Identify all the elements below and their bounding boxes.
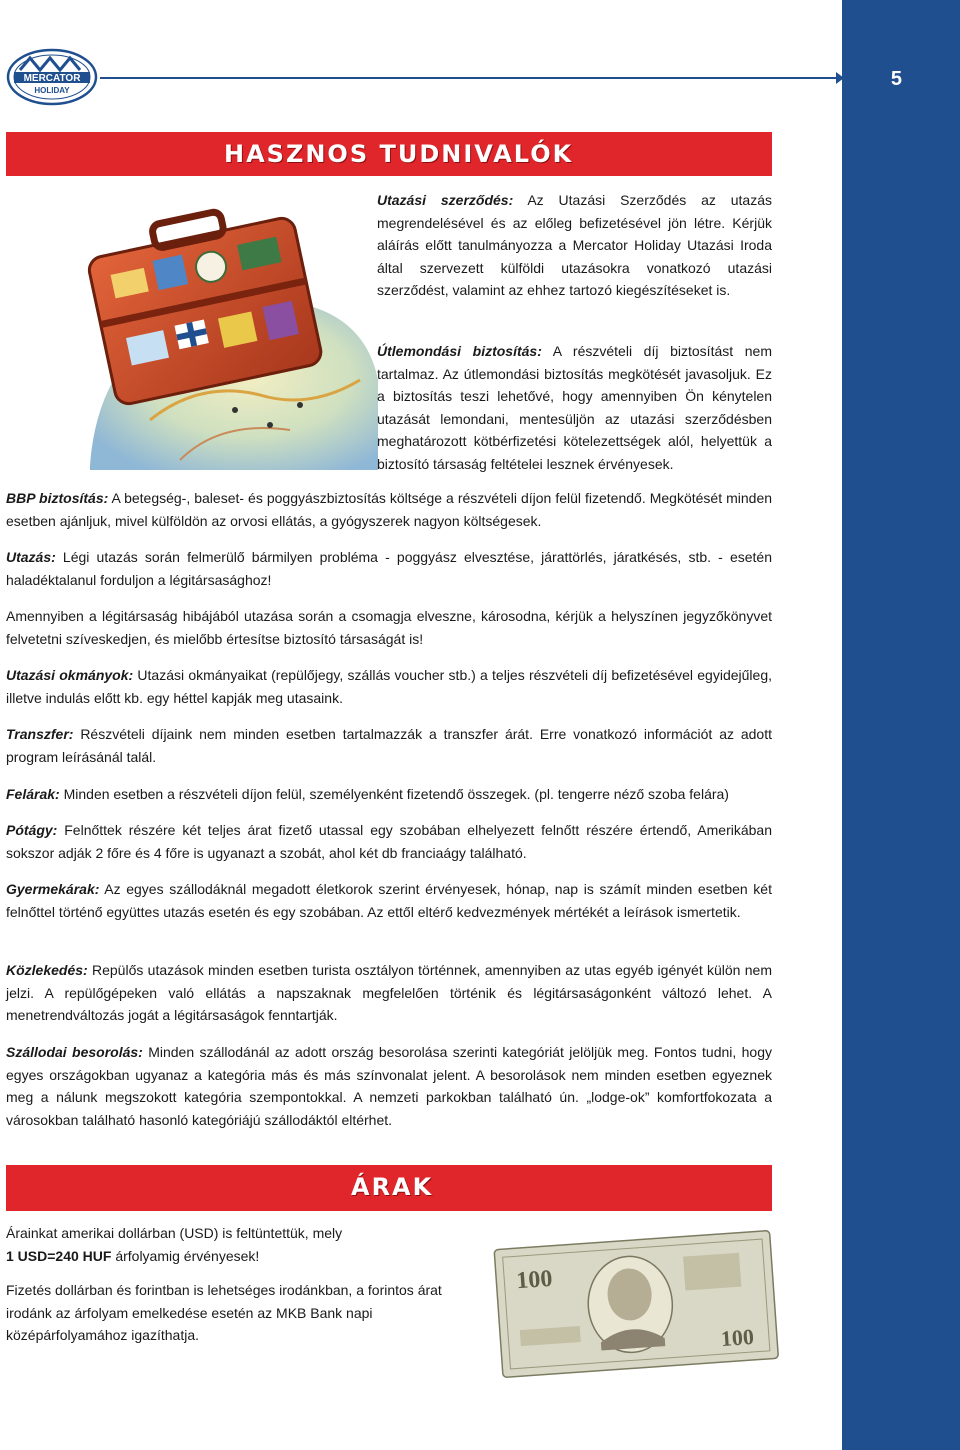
paragraph-text: Repülős utazások minden esetben turista osztályon történnek, amennyiben az utas egyéb igényét külön nem jelzi. A repülőgépeken való ellátás a napszaknak megfelelően történik és légitársaságonként változó lehet. A menetrendváltozás jogát a légitársaságok fenntartják. <box>6 962 772 1023</box>
paragraph-text: Minden szállodánál az adott ország besorolása szerinti kategóriát jelöljük meg. Fontos tudni, hogy egyes országokban ugyanaz a kategória más és más színvonalat jelent. A besorolások nem minden esetben egyeznek meg a nálunk megszokott kategória szempontokkal. A nemzeti parkokban található ún. „lodge-ok” komfortfokozata a városokban található hasonló kategóriájú szállodáktól eltérhet. <box>6 1044 773 1128</box>
section-title: ÁRAK <box>351 1173 434 1201</box>
svg-text:100: 100 <box>720 1323 755 1352</box>
svg-text:MERCATOR: MERCATOR <box>23 73 81 84</box>
paragraph-text: Az Utazási Szerződés az utazás megrendelésével és az előleg befizetésével jön létre. Kérjük aláírás előtt tanulmányozza a Mercator Holiday Utazási Iroda által szervezett külföldi utazásokra vonatkozó utazási szerződést, valamint az ehhez tartozó kiegészítéseket is. <box>377 192 772 298</box>
paragraph-price-currency <box>6 1222 468 1267</box>
svg-text:HOLIDAY: HOLIDAY <box>34 86 70 95</box>
paragraph-label: Pótágy: <box>6 822 58 838</box>
paragraph-text: Felnőttek részére két teljes árat fizető utassal egy szobában elhelyezett felnőtt részére értendő, Amerikában sokszor adják 2 főre és 4 főre is ugyanazt a szobát, ahol két db franciaágy található. <box>6 822 772 861</box>
paragraph-text: Minden esetben a részvételi díjon felül, személyenként fizetendő összegek. (pl. tengerre néző szoba felára) <box>59 786 729 802</box>
page-side-band <box>842 0 960 1450</box>
section-banner-useful-info <box>6 132 772 176</box>
paragraph-surcharges <box>6 783 772 806</box>
paragraph-label: Gyermekárak: <box>6 881 100 897</box>
paragraph-label: Szállodai besorolás: <box>6 1044 143 1060</box>
paragraph-text: Fizetés dollárban és forintban is lehetséges irodánkban, a forintos árat irodánk az árfolyam emelkedése esetén az MKB Bank napi középárfolyamához igazíthatja. <box>6 1282 442 1343</box>
paragraph-label: Felárak: <box>6 786 60 802</box>
page-number: 5 <box>890 68 902 90</box>
paragraph-label: Transzfer: <box>6 726 74 742</box>
paragraph-hotel-rating <box>6 1041 772 1131</box>
paragraph-documents <box>6 664 772 709</box>
paragraph-text: Utazási okmányaikat (repülőjegy, szállás voucher stb.) a teljes részvételi díj befizetésével egyidejűleg, illetve indulás előtt kb. egy héttel kapják meg utasaink. <box>6 667 772 706</box>
paragraph-contract <box>377 189 772 302</box>
paragraph-label: Utazás: <box>6 549 56 565</box>
paragraph-text: A betegség-, baleset- és poggyászbiztosítás költsége a részvételi díjon felül fizetendő. Megkötését minden esetben ajánljuk, mivel külföldön az orvosi ellátás, a gyógyszerek nagyon költségesek. <box>6 490 773 529</box>
paragraph-payment <box>6 1279 468 1347</box>
paragraph-cancellation-insurance <box>377 340 772 475</box>
mercator-holiday-logo <box>6 48 98 106</box>
paragraph-text: Részvételi díjaink nem minden esetben tartalmazzák a transzfer árát. Erre vonatkozó információt az adott program leírásánál talál. <box>6 726 772 765</box>
paragraph-transport <box>6 959 772 1027</box>
paragraph-label: Közlekedés: <box>6 962 88 978</box>
section-title: HASZNOS TUDNIVALÓK <box>224 140 574 168</box>
paragraph-extra-bed <box>6 819 772 864</box>
header-rule-arrow <box>836 72 844 84</box>
paragraph-luggage <box>6 605 772 650</box>
svg-text:100: 100 <box>515 1265 554 1295</box>
paragraph-label: Utazási okmányok: <box>6 667 134 683</box>
paragraph-label: BBP biztosítás: <box>6 490 109 506</box>
paragraph-text: Az egyes szállodáknál megadott életkorok szerint érvényesek, hónap, nap is számít minden esetben két felnőttel történő együttes utazás esetén és egy szobában. Az ettől eltérő kedvezmények mértékét a leírások ismertetik. <box>6 881 772 920</box>
paragraph-bbp-insurance <box>6 487 772 532</box>
exchange-rate: 1 USD=240 HUF <box>6 1247 112 1264</box>
paragraph-child-prices <box>6 878 772 923</box>
suitcase-globe-illustration <box>60 180 380 470</box>
paragraph-label: Utazási szerződés: <box>377 192 514 208</box>
paragraph-travel <box>6 546 772 591</box>
exchange-rate-suffix: árfolyamig érvényesek! <box>111 1247 260 1264</box>
section-banner-prices <box>6 1165 772 1211</box>
paragraph-label: Útlemondási biztosítás: <box>377 343 542 359</box>
paragraph-text: Árainkat amerikai dollárban (USD) is feltüntettük, mely <box>6 1225 343 1241</box>
paragraph-text: Légi utazás során felmerülő bármilyen probléma - poggyász elvesztése, járattörlés, járatkésés, stb. - esetén haladéktalanul forduljon a légitársasághoz! <box>6 549 772 588</box>
dollar-bill-illustration <box>490 1222 782 1378</box>
paragraph-text: A részvételi díj biztosítást nem tartalmaz. Az útlemondási biztosítás megkötését javasoljuk. Ez a biztosítás teszi lehetővé, hogy amennyiben Ön kénytelen utazását lemondani, mentesüljön az utazási szerződésben meghatározott kötbérfizetési kötelezettségek alól, helyettük a biztosító társaság feltételei lesznek érvényesek. <box>377 343 772 472</box>
header-rule <box>100 77 842 79</box>
paragraph-text: Amennyiben a légitársaság hibájából utazása során a csomagja elveszne, károsodna, kérjük a helyszínen jegyzőkönyvet felvetetni szíveskedjen, és mielőbb értesítse biztosító társaságát is! <box>6 608 772 647</box>
paragraph-transfer <box>6 723 772 768</box>
